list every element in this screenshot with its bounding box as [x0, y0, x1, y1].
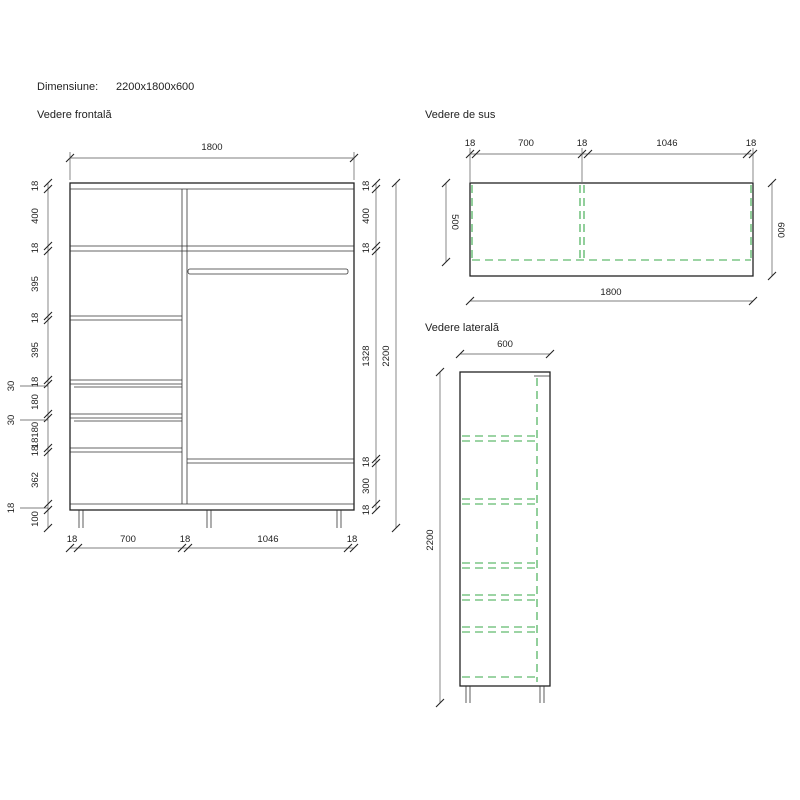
side-height-label: 2200: [425, 529, 436, 551]
front-left-dim-400: 400: [30, 208, 41, 224]
front-left-dim-18-e: 18: [30, 445, 41, 457]
front-left-dim-180: 180: [30, 394, 41, 410]
front-right-dim-1328: 1328: [361, 345, 372, 367]
side-view-cabinet: [460, 372, 550, 703]
top-view-top-dimension-chain: [465, 138, 757, 182]
front-cabinet: [70, 183, 354, 528]
front-right-total-dimension: [381, 179, 400, 532]
front-left-dim-18-b: 18: [30, 242, 41, 254]
front-top-width-dimension: [66, 142, 358, 180]
front-left-dim-362: 362: [30, 472, 41, 488]
front-bottom-dim-18-c: 18: [346, 534, 358, 545]
side-top-depth-label: 600: [497, 339, 513, 350]
front-left-dim-18180: 18180: [30, 421, 41, 449]
side-view-title: Vedere laterală: [425, 322, 499, 334]
front-left-dim-100: 100: [30, 511, 41, 527]
front-right-dimension-chain: [361, 179, 380, 515]
top-dim-18-c: 18: [745, 138, 757, 149]
front-left-dim-395-a: 395: [30, 276, 41, 292]
front-bottom-dim-700: 700: [120, 534, 136, 545]
top-left-depth-label: 500: [449, 214, 460, 230]
front-right-dim-300: 300: [361, 478, 372, 494]
top-view-left-depth-dimension: [442, 179, 460, 266]
front-right-dim-18-a: 18: [361, 180, 372, 192]
top-right-depth-label: 600: [775, 222, 786, 238]
top-view-title: Vedere de sus: [425, 109, 496, 121]
front-right-dim-400: 400: [361, 208, 372, 224]
side-view-top-depth-dimension: [456, 339, 554, 358]
front-bottom-dim-18-b: 18: [179, 534, 191, 545]
front-top-width-label: 1800: [201, 142, 223, 153]
top-dim-18-a: 18: [464, 138, 476, 149]
front-right-total-label: 2200: [381, 345, 392, 367]
top-dim-18-b: 18: [576, 138, 588, 149]
front-bottom-dim-18-a: 18: [66, 534, 78, 545]
front-left-dim-18-d: 18: [30, 376, 41, 388]
front-left-dimension-chain: [6, 179, 52, 532]
side-view-height-dimension: [425, 368, 444, 707]
top-view-right-depth-dimension: [768, 179, 786, 280]
dimensions-value: 2200x1800x600: [116, 81, 195, 93]
front-right-dim-18-d: 18: [361, 504, 372, 516]
front-left-dim-30-b: 30: [6, 414, 17, 426]
front-bottom-dim-1046: 1046: [257, 534, 279, 545]
front-view-title: Vedere frontală: [37, 109, 112, 121]
front-left-dim-18-c: 18: [30, 312, 41, 324]
front-bottom-dimension-chain: [66, 534, 358, 552]
front-left-dim-18-a: 18: [30, 180, 41, 192]
front-left-dim-395-b: 395: [30, 342, 41, 358]
top-dim-700: 700: [518, 138, 534, 149]
front-right-dim-18-b: 18: [361, 242, 372, 254]
front-right-dim-18-c: 18: [361, 456, 372, 468]
top-bottom-width-label: 1800: [600, 287, 622, 298]
top-view-plan: [470, 183, 753, 276]
dimensions-label: Dimensiune:: [37, 81, 99, 93]
front-left-dim-18-f: 18: [6, 502, 17, 514]
front-left-dim-30-a: 30: [6, 380, 17, 392]
top-dim-1046: 1046: [656, 138, 678, 149]
top-view-bottom-width-dimension: [466, 287, 757, 305]
